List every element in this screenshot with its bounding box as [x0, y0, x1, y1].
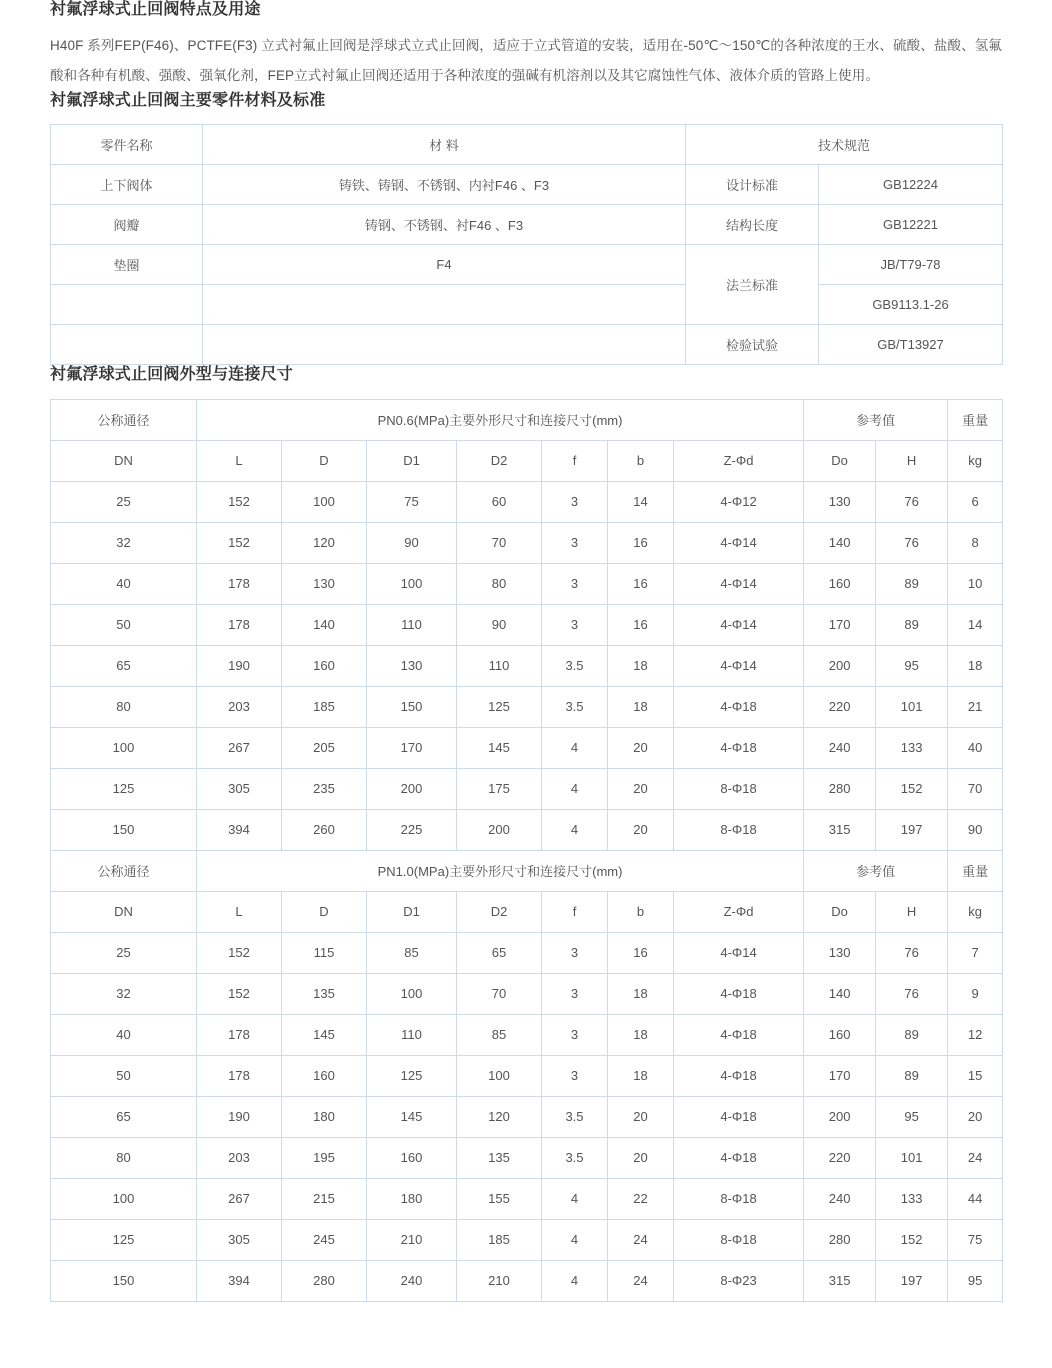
dims-subheader-row — [51, 891, 1003, 932]
cell-spec-value: GB12224 — [819, 165, 1003, 205]
cell-d1: 125 — [367, 1055, 457, 1096]
cell-d: 280 — [282, 1260, 367, 1301]
cell-l: 190 — [197, 645, 282, 686]
cell-l: 152 — [197, 481, 282, 522]
cell-d: 260 — [282, 809, 367, 850]
cell-do: 280 — [804, 1219, 876, 1260]
cell-d2: 155 — [457, 1178, 542, 1219]
header-d2: D2 — [457, 891, 542, 932]
header-part-name: 零件名称 — [51, 125, 203, 165]
cell-d2: 120 — [457, 1096, 542, 1137]
cell-part-name: 阀瓣 — [51, 205, 203, 245]
cell-b: 16 — [608, 604, 674, 645]
cell-f: 4 — [542, 1178, 608, 1219]
header-reference: 参考值 — [804, 399, 948, 440]
cell-h: 197 — [876, 809, 948, 850]
cell-spec-label: 法兰标准 — [686, 245, 819, 325]
cell-d: 100 — [282, 481, 367, 522]
header-z-d: Z-Φd — [674, 891, 804, 932]
table-row — [51, 245, 1003, 285]
header-do: Do — [804, 891, 876, 932]
header-h: H — [876, 891, 948, 932]
features-paragraph: H40F 系列FEP(F46)、PCTFE(F3) 立式衬氟止回阀是浮球式立式止回阀，适应于立式管道的安装，适用在-50℃～150℃的各种浓度的王水、硫酸、盐酸、氢氟酸和各种有机酸、强酸、强氧化剂，FEP立式衬氟止回阀还适用于各种浓度的强碱有机溶剂以及其它腐蚀性气体、液体介质的管路上使用。 — [50, 38, 1002, 84]
cell-do: 170 — [804, 1055, 876, 1096]
cell-d2: 70 — [457, 973, 542, 1014]
cell-h: 89 — [876, 563, 948, 604]
cell-d1: 170 — [367, 727, 457, 768]
cell-d2: 145 — [457, 727, 542, 768]
cell-dn: 150 — [51, 809, 197, 850]
cell-h: 152 — [876, 768, 948, 809]
cell-z-d: 4-Φ12 — [674, 481, 804, 522]
table-row — [51, 1260, 1003, 1301]
cell-d1: 150 — [367, 686, 457, 727]
cell-l: 152 — [197, 973, 282, 1014]
cell-h: 133 — [876, 1178, 948, 1219]
cell-b: 18 — [608, 1055, 674, 1096]
cell-h: 197 — [876, 1260, 948, 1301]
cell-d: 140 — [282, 604, 367, 645]
cell-d2: 210 — [457, 1260, 542, 1301]
cell-f: 4 — [542, 768, 608, 809]
cell-b: 16 — [608, 932, 674, 973]
cell-spec-label: 结构长度 — [686, 205, 819, 245]
cell-part-name: 上下阀体 — [51, 165, 203, 205]
cell-dn: 80 — [51, 1137, 197, 1178]
cell-do: 240 — [804, 1178, 876, 1219]
cell-z-d: 8-Φ18 — [674, 809, 804, 850]
cell-dn: 32 — [51, 522, 197, 563]
cell-f: 4 — [542, 1260, 608, 1301]
cell-d2: 85 — [457, 1014, 542, 1055]
table-row — [51, 1219, 1003, 1260]
cell-z-d: 8-Φ18 — [674, 768, 804, 809]
cell-f: 4 — [542, 809, 608, 850]
cell-d1: 110 — [367, 604, 457, 645]
header-reference: 参考值 — [804, 850, 948, 891]
cell-z-d: 4-Φ18 — [674, 727, 804, 768]
cell-d2: 135 — [457, 1137, 542, 1178]
header-f: f — [542, 440, 608, 481]
cell-dn: 100 — [51, 727, 197, 768]
cell-dn: 40 — [51, 563, 197, 604]
table-row — [51, 325, 1003, 365]
cell-b: 14 — [608, 481, 674, 522]
cell-f: 3 — [542, 1014, 608, 1055]
cell-z-d: 8-Φ18 — [674, 1219, 804, 1260]
cell-f: 3 — [542, 522, 608, 563]
cell-kg: 9 — [948, 973, 1003, 1014]
table-row — [51, 645, 1003, 686]
cell-spec-value: JB/T79-78 — [819, 245, 1003, 285]
cell-f: 3.5 — [542, 1096, 608, 1137]
cell-spec-label: 检验试验 — [686, 325, 819, 365]
cell-spec-value: GB/T13927 — [819, 325, 1003, 365]
cell-b: 16 — [608, 563, 674, 604]
cell-d2: 65 — [457, 932, 542, 973]
cell-d: 115 — [282, 932, 367, 973]
cell-h: 101 — [876, 1137, 948, 1178]
cell-do: 220 — [804, 686, 876, 727]
cell-l: 267 — [197, 727, 282, 768]
cell-f: 3.5 — [542, 645, 608, 686]
table-row — [51, 1137, 1003, 1178]
cell-l: 267 — [197, 1178, 282, 1219]
cell-h: 76 — [876, 932, 948, 973]
cell-material: F4 — [203, 245, 686, 285]
cell-f: 3.5 — [542, 686, 608, 727]
cell-kg: 70 — [948, 768, 1003, 809]
cell-d: 160 — [282, 1055, 367, 1096]
table-row — [51, 768, 1003, 809]
cell-kg: 44 — [948, 1178, 1003, 1219]
cell-l: 178 — [197, 563, 282, 604]
header-spec: 技术规范 — [686, 125, 1003, 165]
table-row — [51, 522, 1003, 563]
cell-b: 20 — [608, 1137, 674, 1178]
cell-z-d: 4-Φ18 — [674, 1055, 804, 1096]
header-l: L — [197, 440, 282, 481]
cell-dn: 100 — [51, 1178, 197, 1219]
cell-b: 18 — [608, 1014, 674, 1055]
cell-kg: 12 — [948, 1014, 1003, 1055]
table-row — [51, 686, 1003, 727]
dimensions-heading: 衬氟浮球式止回阀外型与连接尺寸 — [50, 366, 294, 384]
cell-l: 305 — [197, 1219, 282, 1260]
cell-z-d: 4-Φ14 — [674, 932, 804, 973]
dims-group-header-row — [51, 850, 1003, 891]
cell-dn: 65 — [51, 1096, 197, 1137]
cell-dn: 80 — [51, 686, 197, 727]
cell-d1: 160 — [367, 1137, 457, 1178]
cell-b: 18 — [608, 973, 674, 1014]
cell-z-d: 4-Φ14 — [674, 522, 804, 563]
header-d: D — [282, 891, 367, 932]
dimensions-table — [50, 399, 1003, 1302]
header-d1: D1 — [367, 891, 457, 932]
cell-f: 3 — [542, 1055, 608, 1096]
cell-dn: 25 — [51, 481, 197, 522]
cell-z-d: 4-Φ18 — [674, 973, 804, 1014]
header-d2: D2 — [457, 440, 542, 481]
cell-d1: 90 — [367, 522, 457, 563]
cell-f: 3.5 — [542, 1137, 608, 1178]
cell-part-name: 垫圈 — [51, 245, 203, 285]
header-nominal-diameter: 公称通径 — [51, 399, 197, 440]
cell-h: 76 — [876, 522, 948, 563]
cell-l: 394 — [197, 809, 282, 850]
cell-d: 195 — [282, 1137, 367, 1178]
table-row — [51, 1096, 1003, 1137]
cell-dn: 25 — [51, 932, 197, 973]
table-row — [51, 932, 1003, 973]
cell-do: 140 — [804, 522, 876, 563]
cell-b: 20 — [608, 1096, 674, 1137]
cell-d1: 110 — [367, 1014, 457, 1055]
cell-d1: 180 — [367, 1178, 457, 1219]
cell-l: 394 — [197, 1260, 282, 1301]
cell-kg: 95 — [948, 1260, 1003, 1301]
cell-h: 89 — [876, 1055, 948, 1096]
cell-do: 200 — [804, 1096, 876, 1137]
cell-h: 101 — [876, 686, 948, 727]
table-row — [51, 563, 1003, 604]
cell-f: 3 — [542, 481, 608, 522]
cell-d: 160 — [282, 645, 367, 686]
header-d1: D1 — [367, 440, 457, 481]
cell-spec-value: GB9113.1-26 — [819, 285, 1003, 325]
cell-spec-value: GB12221 — [819, 205, 1003, 245]
materials-heading: 衬氟浮球式止回阀主要零件材料及标准 — [50, 92, 326, 110]
cell-z-d: 8-Φ23 — [674, 1260, 804, 1301]
cell-d: 180 — [282, 1096, 367, 1137]
materials-table — [50, 124, 1003, 365]
cell-do: 200 — [804, 645, 876, 686]
cell-f: 4 — [542, 727, 608, 768]
cell-spec-label: 设计标准 — [686, 165, 819, 205]
header-kg: kg — [948, 440, 1003, 481]
cell-kg: 10 — [948, 563, 1003, 604]
cell-l: 152 — [197, 932, 282, 973]
cell-d: 185 — [282, 686, 367, 727]
cell-do: 220 — [804, 1137, 876, 1178]
cell-f: 3 — [542, 973, 608, 1014]
header-pressure-group: PN1.0(MPa)主要外形尺寸和连接尺寸(mm) — [197, 850, 804, 891]
cell-b: 24 — [608, 1219, 674, 1260]
cell-dn: 50 — [51, 1055, 197, 1096]
cell-d2: 70 — [457, 522, 542, 563]
cell-dn: 40 — [51, 1014, 197, 1055]
cell-l: 178 — [197, 1055, 282, 1096]
header-h: H — [876, 440, 948, 481]
cell-l: 203 — [197, 686, 282, 727]
cell-d1: 200 — [367, 768, 457, 809]
cell-z-d: 4-Φ18 — [674, 686, 804, 727]
cell-d: 205 — [282, 727, 367, 768]
cell-do: 170 — [804, 604, 876, 645]
cell-f: 3 — [542, 604, 608, 645]
table-row — [51, 205, 1003, 245]
cell-b: 22 — [608, 1178, 674, 1219]
table-row — [51, 1055, 1003, 1096]
cell-d1: 100 — [367, 563, 457, 604]
cell-z-d: 4-Φ18 — [674, 1014, 804, 1055]
cell-d2: 185 — [457, 1219, 542, 1260]
cell-kg: 20 — [948, 1096, 1003, 1137]
cell-d: 135 — [282, 973, 367, 1014]
cell-b: 18 — [608, 686, 674, 727]
header-weight: 重量 — [948, 399, 1003, 440]
cell-do: 280 — [804, 768, 876, 809]
header-weight: 重量 — [948, 850, 1003, 891]
cell-f: 3 — [542, 563, 608, 604]
cell-d: 215 — [282, 1178, 367, 1219]
cell-do: 160 — [804, 563, 876, 604]
cell-dn: 65 — [51, 645, 197, 686]
header-b: b — [608, 440, 674, 481]
dims-subheader-row — [51, 440, 1003, 481]
cell-l: 152 — [197, 522, 282, 563]
cell-h: 76 — [876, 481, 948, 522]
table-row — [51, 604, 1003, 645]
cell-d1: 210 — [367, 1219, 457, 1260]
cell-d: 120 — [282, 522, 367, 563]
header-nominal-diameter: 公称通径 — [51, 850, 197, 891]
cell-d: 235 — [282, 768, 367, 809]
cell-dn: 125 — [51, 1219, 197, 1260]
cell-do: 130 — [804, 481, 876, 522]
cell-do: 240 — [804, 727, 876, 768]
features-heading: 衬氟浮球式止回阀特点及用途 — [50, 1, 261, 18]
cell-z-d: 4-Φ14 — [674, 604, 804, 645]
cell-material: 铸铁、铸钢、不锈钢、内衬F46 、F3 — [203, 165, 686, 205]
cell-d: 130 — [282, 563, 367, 604]
cell-kg: 14 — [948, 604, 1003, 645]
cell-h: 76 — [876, 973, 948, 1014]
cell-d2: 110 — [457, 645, 542, 686]
cell-do: 130 — [804, 932, 876, 973]
cell-d1: 100 — [367, 973, 457, 1014]
cell-d2: 200 — [457, 809, 542, 850]
header-do: Do — [804, 440, 876, 481]
cell-d: 145 — [282, 1014, 367, 1055]
header-dn: DN — [51, 440, 197, 481]
cell-part-name — [51, 325, 203, 365]
cell-kg: 40 — [948, 727, 1003, 768]
header-material: 材 料 — [203, 125, 686, 165]
cell-kg: 15 — [948, 1055, 1003, 1096]
table-row — [51, 809, 1003, 850]
cell-h: 89 — [876, 604, 948, 645]
cell-kg: 6 — [948, 481, 1003, 522]
cell-do: 160 — [804, 1014, 876, 1055]
cell-do: 140 — [804, 973, 876, 1014]
cell-d1: 75 — [367, 481, 457, 522]
cell-d2: 125 — [457, 686, 542, 727]
cell-kg: 21 — [948, 686, 1003, 727]
header-l: L — [197, 891, 282, 932]
cell-h: 95 — [876, 645, 948, 686]
cell-dn: 150 — [51, 1260, 197, 1301]
cell-d2: 60 — [457, 481, 542, 522]
cell-f: 4 — [542, 1219, 608, 1260]
cell-f: 3 — [542, 932, 608, 973]
table-row — [51, 285, 1003, 325]
cell-material: 铸钢、不锈钢、衬F46 、F3 — [203, 205, 686, 245]
cell-b: 20 — [608, 727, 674, 768]
dims-group-header-row — [51, 399, 1003, 440]
cell-d1: 130 — [367, 645, 457, 686]
cell-d1: 240 — [367, 1260, 457, 1301]
table-row — [51, 727, 1003, 768]
header-dn: DN — [51, 891, 197, 932]
cell-dn: 125 — [51, 768, 197, 809]
cell-b: 20 — [608, 768, 674, 809]
header-f: f — [542, 891, 608, 932]
cell-b: 18 — [608, 645, 674, 686]
table-header-row — [51, 125, 1003, 165]
page-bottom-spacer — [50, 1302, 1002, 1330]
cell-dn: 32 — [51, 973, 197, 1014]
cell-z-d: 4-Φ18 — [674, 1096, 804, 1137]
cell-kg: 24 — [948, 1137, 1003, 1178]
cell-d1: 225 — [367, 809, 457, 850]
cell-l: 203 — [197, 1137, 282, 1178]
cell-b: 16 — [608, 522, 674, 563]
cell-d2: 175 — [457, 768, 542, 809]
cell-kg: 7 — [948, 932, 1003, 973]
cell-l: 305 — [197, 768, 282, 809]
cell-z-d: 4-Φ14 — [674, 563, 804, 604]
cell-dn: 50 — [51, 604, 197, 645]
cell-z-d: 8-Φ18 — [674, 1178, 804, 1219]
cell-h: 152 — [876, 1219, 948, 1260]
header-pressure-group: PN0.6(MPa)主要外形尺寸和连接尺寸(mm) — [197, 399, 804, 440]
header-d: D — [282, 440, 367, 481]
table-row — [51, 1178, 1003, 1219]
cell-l: 178 — [197, 1014, 282, 1055]
cell-material — [203, 285, 686, 325]
header-b: b — [608, 891, 674, 932]
cell-h: 89 — [876, 1014, 948, 1055]
cell-d1: 145 — [367, 1096, 457, 1137]
cell-material — [203, 325, 686, 365]
cell-kg: 75 — [948, 1219, 1003, 1260]
cell-z-d: 4-Φ18 — [674, 1137, 804, 1178]
cell-d2: 100 — [457, 1055, 542, 1096]
cell-z-d: 4-Φ14 — [674, 645, 804, 686]
cell-l: 178 — [197, 604, 282, 645]
cell-part-name — [51, 285, 203, 325]
cell-l: 190 — [197, 1096, 282, 1137]
table-row — [51, 1014, 1003, 1055]
cell-kg: 8 — [948, 522, 1003, 563]
cell-b: 20 — [608, 809, 674, 850]
cell-kg: 18 — [948, 645, 1003, 686]
cell-h: 133 — [876, 727, 948, 768]
cell-d2: 80 — [457, 563, 542, 604]
cell-d: 245 — [282, 1219, 367, 1260]
cell-do: 315 — [804, 1260, 876, 1301]
table-row — [51, 165, 1003, 205]
cell-b: 24 — [608, 1260, 674, 1301]
header-kg: kg — [948, 891, 1003, 932]
cell-do: 315 — [804, 809, 876, 850]
table-row — [51, 481, 1003, 522]
cell-d2: 90 — [457, 604, 542, 645]
cell-h: 95 — [876, 1096, 948, 1137]
table-row — [51, 973, 1003, 1014]
cell-d1: 85 — [367, 932, 457, 973]
header-z-d: Z-Φd — [674, 440, 804, 481]
cell-kg: 90 — [948, 809, 1003, 850]
